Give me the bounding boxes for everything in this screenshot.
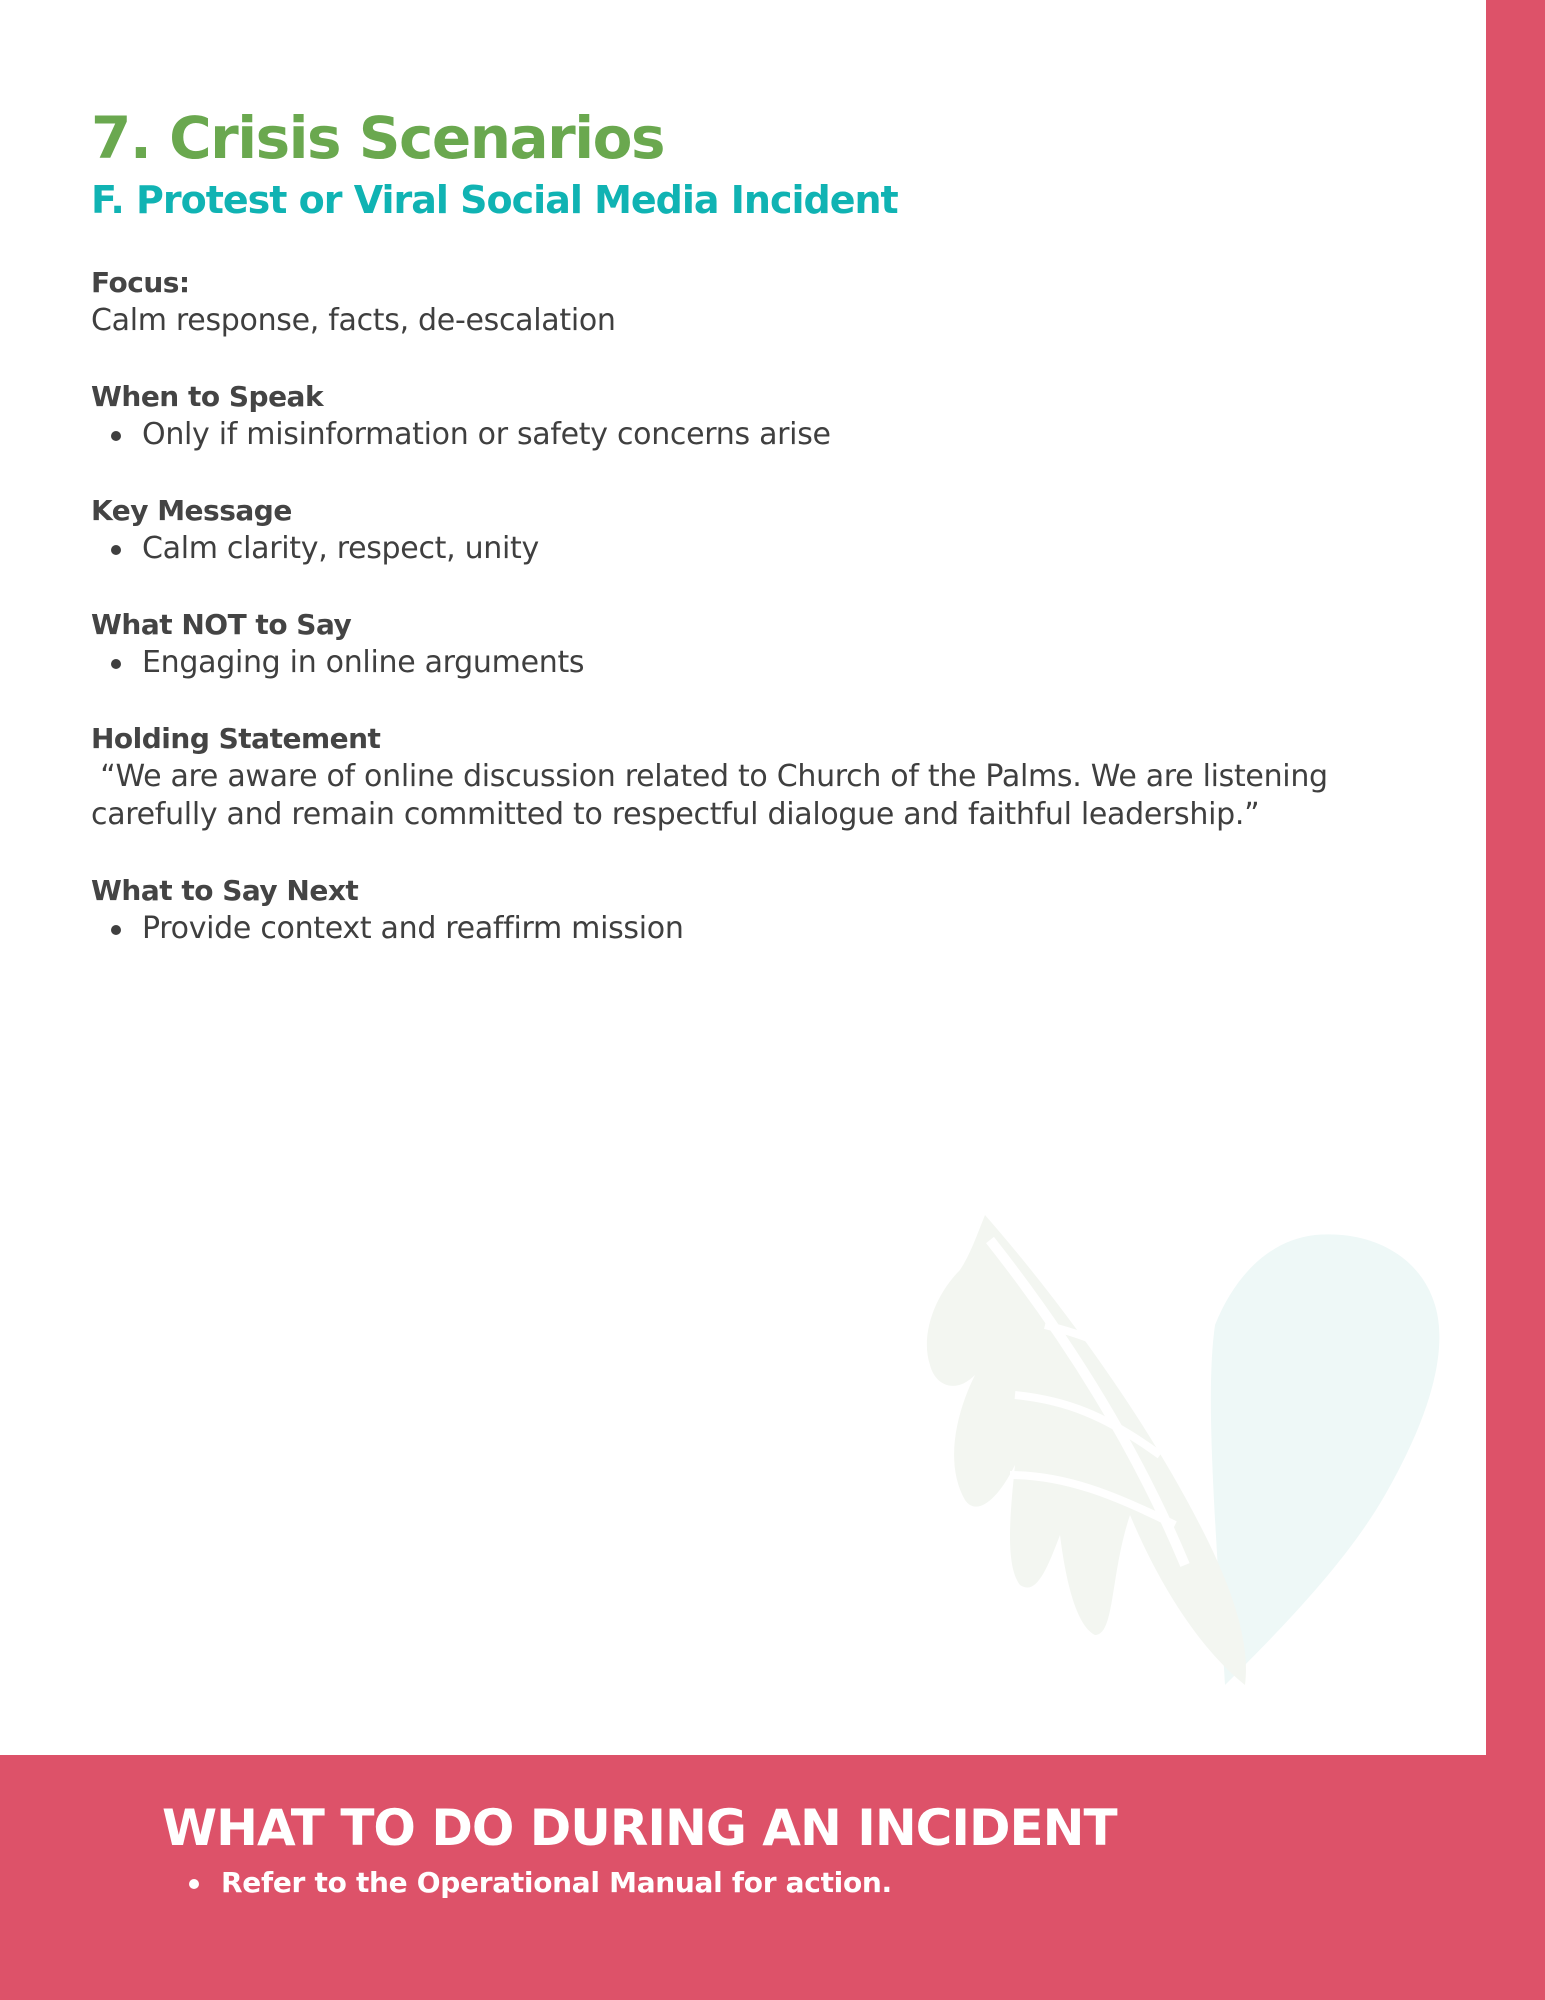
list-item-text: Only if misinformation or safety concerns arise bbox=[142, 417, 831, 452]
list-item bbox=[91, 416, 1391, 454]
section-label: When to Speak bbox=[91, 380, 324, 413]
list-item-text: Calm clarity, respect, unity bbox=[142, 531, 539, 566]
page-subtitle: F. Protest or Viral Social Media Incident bbox=[91, 178, 898, 222]
bullet-icon bbox=[111, 925, 121, 935]
section-holding-statement bbox=[91, 720, 1391, 834]
bullet-icon bbox=[189, 1879, 199, 1889]
list-item bbox=[91, 530, 1391, 568]
section-text: Calm response, facts, de-escalation bbox=[91, 303, 616, 338]
list-item bbox=[91, 910, 1391, 948]
section-label: What NOT to Say bbox=[91, 608, 352, 641]
section-focus bbox=[91, 264, 1391, 340]
section-label: Holding Statement bbox=[91, 722, 381, 755]
section-key-message bbox=[91, 492, 1391, 568]
holding-statement-line: “We are aware of online discussion related to Church of the Palms. We are listening bbox=[91, 759, 1328, 794]
page-title: 7. Crisis Scenarios bbox=[91, 104, 665, 172]
palm-leaf-heart-icon bbox=[915, 1215, 1475, 1695]
bullet-icon bbox=[111, 545, 121, 555]
list-item-text: Engaging in online arguments bbox=[142, 645, 585, 680]
section-what-to-say-next bbox=[91, 872, 1391, 948]
section-label: What to Say Next bbox=[91, 874, 359, 907]
bullet-list bbox=[91, 416, 1391, 454]
list-item bbox=[91, 644, 1391, 682]
main-content bbox=[91, 100, 1391, 948]
footer-title: WHAT TO DO DURING AN INCIDENT bbox=[162, 1799, 1117, 1857]
section-label: Key Message bbox=[91, 494, 292, 527]
bullet-icon bbox=[111, 431, 121, 441]
holding-statement-line: carefully and remain committed to respectful dialogue and faithful leadership.” bbox=[91, 797, 1260, 832]
bullet-list bbox=[91, 910, 1391, 948]
bullet-list bbox=[91, 644, 1391, 682]
list-item-text: Provide context and reaffirm mission bbox=[142, 911, 684, 946]
right-accent-bar bbox=[1486, 0, 1545, 2000]
section-when-to-speak bbox=[91, 378, 1391, 454]
bullet-list bbox=[91, 530, 1391, 568]
section-label: Focus: bbox=[91, 266, 190, 299]
section-what-not-to-say bbox=[91, 606, 1391, 682]
footer-list-item-text: Refer to the Operational Manual for action. bbox=[221, 1866, 892, 1899]
bullet-icon bbox=[111, 659, 121, 669]
footer-list-item bbox=[162, 1864, 892, 1902]
